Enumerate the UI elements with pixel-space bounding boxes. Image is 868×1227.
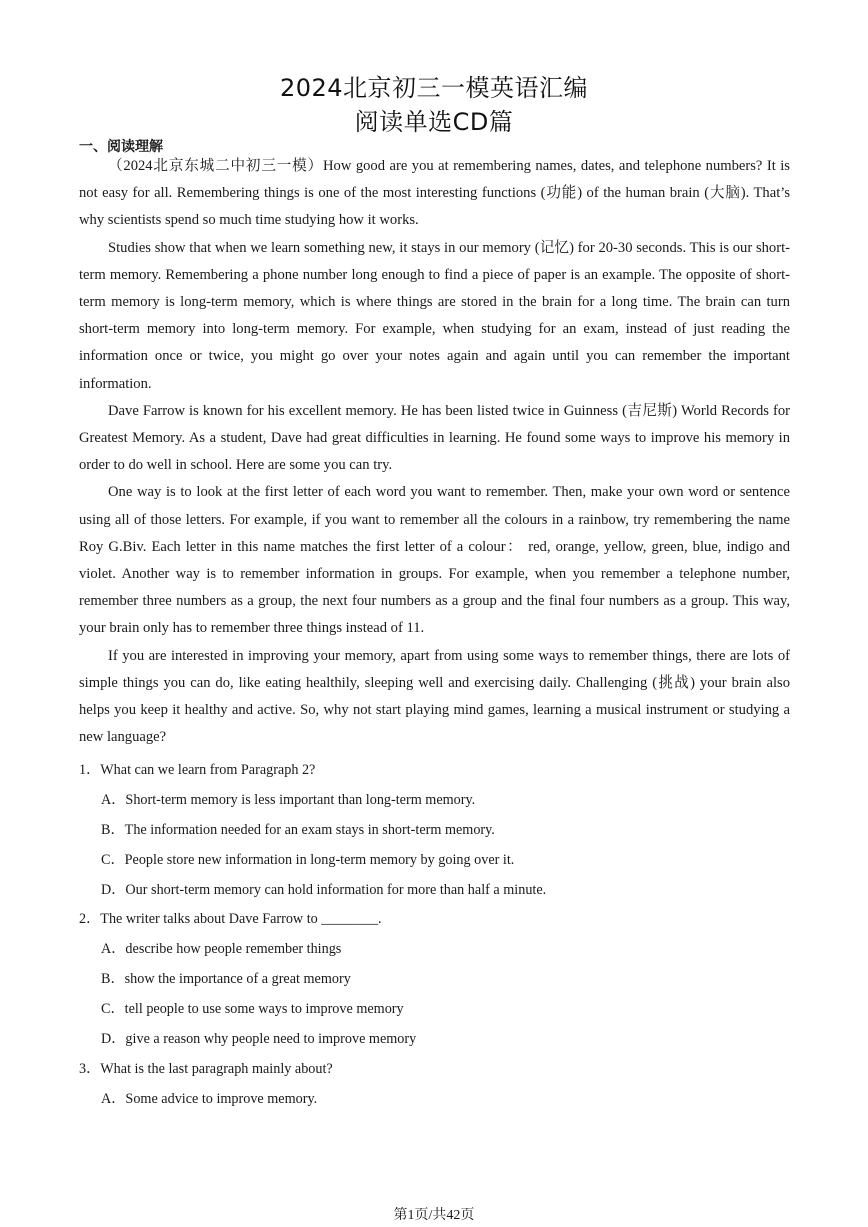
question-list	[79, 756, 790, 1115]
reading-passage	[79, 153, 790, 751]
question-2-option-b: B．show the importance of a great memory	[101, 971, 351, 988]
question-2-option-c: C．tell people to use some ways to improve memory	[101, 1001, 404, 1018]
question-1-option-c: C．People store new information in long-term memory by going over it.	[101, 851, 515, 868]
question-2-stem: 2．The writer talks about Dave Farrow to ________.	[79, 911, 382, 928]
page-number: 第1页/共42页	[393, 1208, 475, 1223]
document-title: 2024北京初三一模英语汇编	[279, 74, 589, 102]
question-1-option-b: B．The information needed for an exam stays in short-term memory.	[101, 821, 495, 838]
question-1-option-a: A．Short-term memory is less important than long-term memory.	[101, 791, 476, 808]
document-subtitle: 阅读单选CD篇	[354, 108, 514, 136]
passage-paragraph-5: If you are interested in improving your memory, apart from using some ways to remember things, there are lots of simple things you can do, like eating healthily, sleeping well and exercising daily. Challenging (挑战) your brain also helps you keep it healthy and active. So, why not start playing mind games, learning a musical instrument or studying a new language?	[79, 647, 790, 746]
passage-paragraph-1: （2024北京东城二中初三一模）How good are you at remembering names, dates, and telephone numbers? It is not easy for all. Remembering things is one of the most interesting functions (功能) of the human brain (大脑). That’s why scientists spend so much time studying how it works.	[79, 158, 790, 229]
question-1-stem: 1．What can we learn from Paragraph 2?	[79, 762, 316, 778]
passage-paragraph-4: One way is to look at the first letter of each word you want to remember. Then, make your own word or sentence using all of those letters. For example, if you want to remember all the colours in a rainbow, try remembering the name Roy G.Biv. Each letter in this name matches the first letter of a colour： red, orange, yellow, green, blue, indigo and violet. Another way is to remember information in groups. For example, when you remember a telephone number, remember three numbers as a group, the next four numbers as a group and the final four numbers as a group. This way, your brain only has to remember three things instead of 11.	[79, 484, 790, 637]
passage-paragraph-3: Dave Farrow is known for his excellent memory. He has been listed twice in Guinness (吉尼斯) World Records for Greatest Memory. As a student, Dave had great difficulties in learning. He found some ways to improve his memory in order to do well in school. Here are some you can try.	[79, 402, 790, 474]
question-3-stem: 3．What is the last paragraph mainly about?	[79, 1060, 333, 1077]
section-heading: 一、阅读理解	[79, 139, 163, 155]
question-2-option-a: A．describe how people remember things	[101, 941, 342, 958]
question-3-option-a: A．Some advice to improve memory.	[101, 1090, 318, 1107]
question-2-option-d: D．give a reason why people need to improve memory	[101, 1031, 417, 1048]
question-1-option-d: D．Our short-term memory can hold information for more than half a minute.	[101, 881, 547, 898]
passage-paragraph-2: Studies show that when we learn something new, it stays in our memory (记忆) for 20-30 seconds. This is our short-term memory. Remembering a phone number long enough to find a piece of paper is an example. The opposite of short-term memory is long-term memory, which is where things are stored in the brain for a long time. The brain can turn short-term memory into long-term memory. For example, when studying for an exam, instead of just reading the information once or twice, you might go over your notes again and again until you can remember the important information.	[79, 239, 790, 392]
